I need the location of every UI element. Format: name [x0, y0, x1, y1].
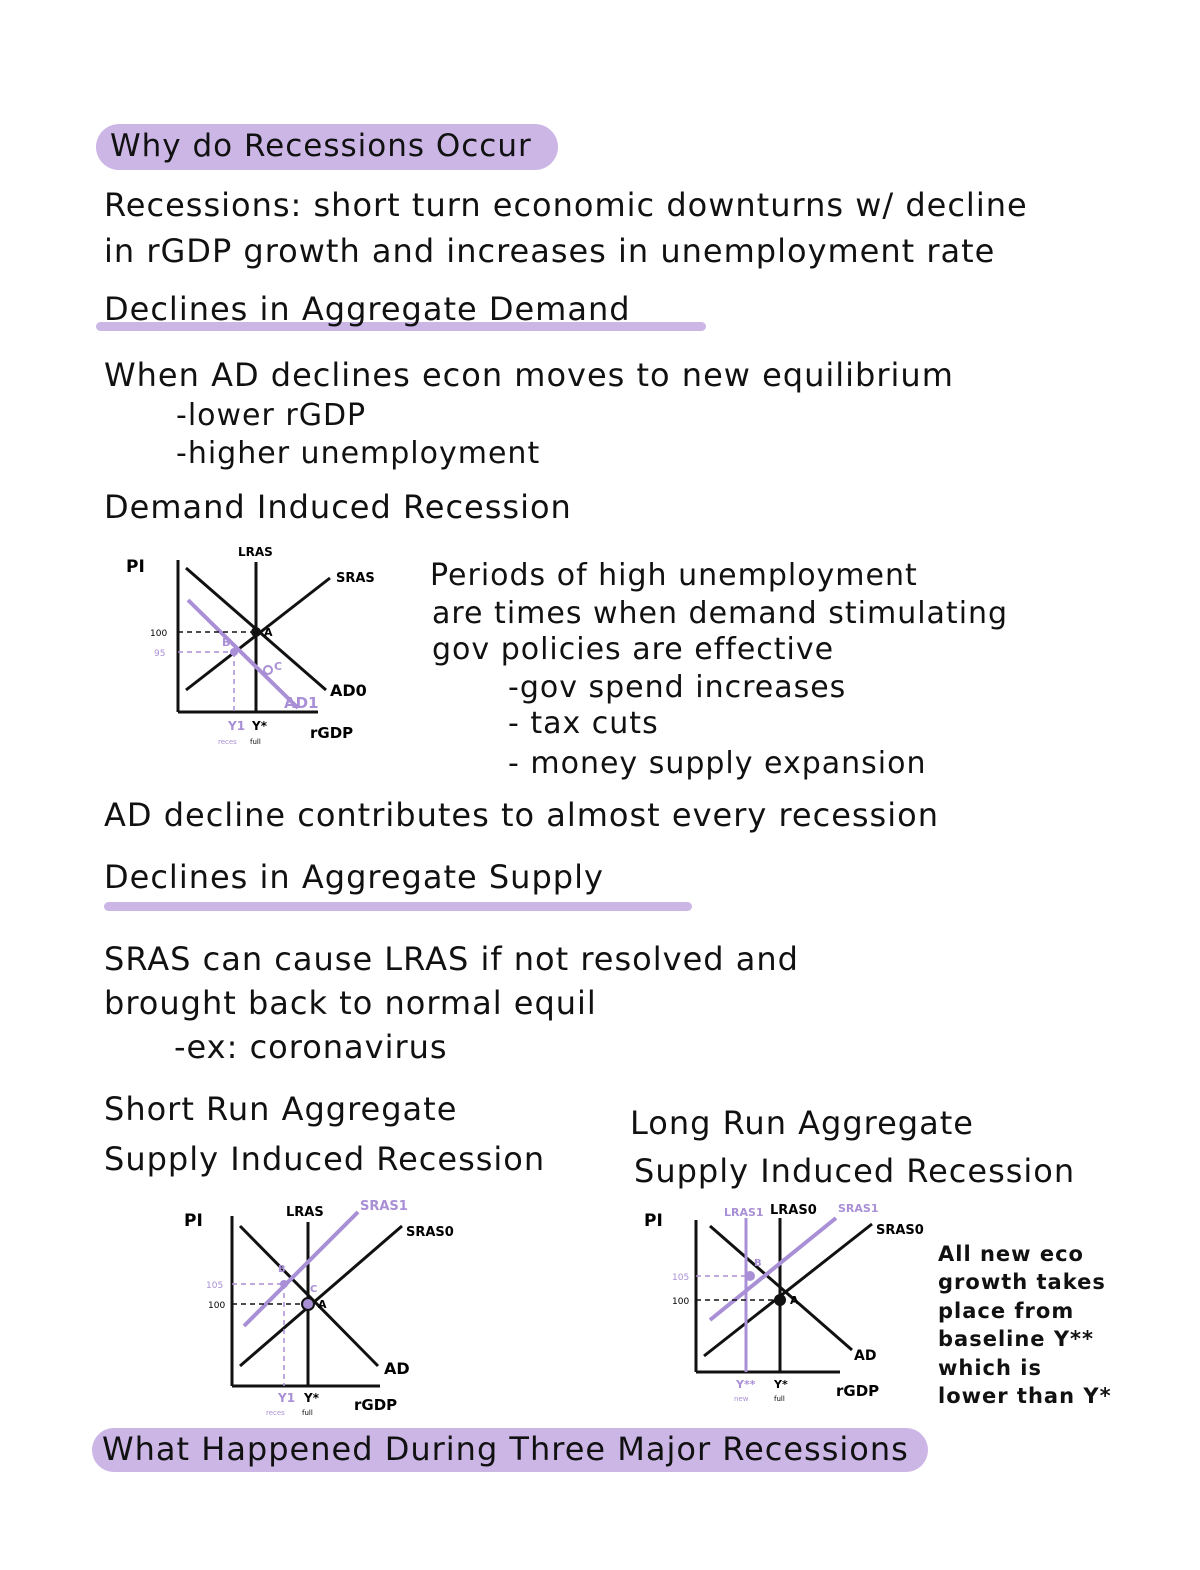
sras-x-label: rGDP — [354, 1396, 398, 1414]
ad-point-b-label: B — [222, 636, 231, 649]
sras-recession-graph — [180, 1196, 480, 1421]
ad-note-bullet-3: - money supply expansion — [508, 746, 927, 781]
sras-lras-label: LRAS — [286, 1205, 324, 1220]
ad-x-label: rGDP — [310, 724, 354, 742]
ad-conclusion: AD decline contributes to almost every recession — [104, 796, 939, 834]
ad-sras-label: SRAS — [336, 571, 375, 586]
ad-note-bullet-2: - tax cuts — [508, 706, 659, 741]
point-c-dot — [264, 666, 272, 674]
sras0-label: SRAS0 — [406, 1225, 454, 1240]
footer-heading-partial: What Happened During Three Major Recessions — [102, 1430, 909, 1468]
point-a-dot — [302, 1298, 314, 1310]
lras-price-low: 100 — [672, 1297, 690, 1307]
ad-yfull-label: Y* — [252, 719, 267, 733]
sras-price-high: 105 — [206, 1281, 224, 1291]
sras-point-a-label: A — [318, 1298, 327, 1311]
lras-note-line-6: lower than Y* — [938, 1384, 1112, 1408]
ad-note-line-3: gov policies are effective — [432, 632, 835, 667]
sras1-line — [244, 1212, 358, 1326]
lras-point-a-label: A — [790, 1294, 799, 1307]
sras-point-c-label: C — [310, 1284, 318, 1295]
lras-y1-sub: new — [734, 1395, 749, 1403]
lras-ad-label: AD — [854, 1348, 877, 1364]
page-title: Why do Recessions Occur — [110, 128, 532, 164]
sras-y1-sub: reces — [266, 1409, 285, 1417]
lras-note-line-1: All new eco — [938, 1242, 1084, 1266]
point-b-dot — [230, 648, 238, 656]
as-example: -ex: coronavirus — [174, 1028, 448, 1066]
sras1-label: SRAS1 — [360, 1199, 408, 1214]
lras-recession-graph — [640, 1196, 940, 1411]
ad-point-c-label: C — [274, 660, 283, 673]
ad-price-high: 100 — [150, 629, 168, 639]
lras-note-line-4: baseline Y** — [938, 1327, 1095, 1351]
ad-recession-graph — [118, 540, 408, 755]
lras-title-line-1: Long Run Aggregate — [630, 1104, 974, 1142]
sras-yfull-sub: full — [302, 1409, 313, 1417]
lras-yfull-sub: full — [774, 1395, 785, 1403]
as-line-2: brought back to normal equil — [104, 984, 597, 1022]
lras-point-b-label: B — [754, 1258, 762, 1269]
lras-note-line-3: place from — [938, 1299, 1075, 1323]
definition-line-1: Recessions: short turn economic downturns w/ decline — [104, 186, 1028, 224]
definition-line-2: in rGDP growth and increases in unemployment rate — [104, 232, 996, 270]
lras-sras0-label: SRAS0 — [876, 1223, 924, 1238]
ad-note-line-2: are times when demand stimulating — [432, 596, 1009, 631]
sras-title-line-1: Short Run Aggregate — [104, 1090, 458, 1128]
sras-point-b-label: B — [278, 1264, 286, 1275]
ad-note-line-1: Periods of high unemployment — [430, 558, 918, 593]
lras-price-high: 105 — [672, 1273, 690, 1283]
lras-y1-label: Y** — [736, 1378, 756, 1391]
point-a-dot — [251, 627, 261, 637]
lras-x-label: rGDP — [836, 1382, 880, 1400]
lras0-label: LRAS0 — [770, 1203, 817, 1218]
lras-title-line-2: Supply Induced Recession — [634, 1152, 1076, 1190]
ad-yfull-sub: full — [250, 738, 261, 746]
ad-note-bullet-1: -gov spend increases — [508, 670, 847, 705]
as-heading-underline — [104, 902, 692, 911]
ad1-label: AD1 — [284, 694, 319, 712]
ad-bullet-1: -lower rGDP — [176, 398, 367, 433]
ad-y1-sub: reces — [218, 738, 237, 746]
sras-title-line-2: Supply Induced Recession — [104, 1140, 546, 1178]
sras-y-label: PI — [184, 1211, 203, 1231]
ad-intro: When AD declines econ moves to new equilibrium — [104, 356, 954, 394]
lras-yfull-label: Y* — [774, 1378, 788, 1391]
sras-ad-label: AD — [384, 1359, 410, 1378]
lras-note-line-2: growth takes — [938, 1270, 1106, 1294]
ad-point-a-label: A — [264, 626, 273, 639]
ad0-label: AD0 — [330, 681, 367, 700]
ad-y1-label: Y1 — [228, 719, 246, 733]
lras1-label: LRAS1 — [724, 1206, 764, 1219]
lras-note-line-5: which is — [938, 1356, 1042, 1380]
point-b-dot — [280, 1280, 288, 1288]
footer-clip — [92, 1428, 932, 1468]
as-line-1: SRAS can cause LRAS if not resolved and — [104, 940, 799, 978]
sras-price-low: 100 — [208, 1301, 226, 1311]
ad-bullet-2: -higher unemployment — [176, 436, 541, 471]
point-b-dot — [745, 1271, 755, 1281]
ad-lras-label: LRAS — [238, 545, 273, 559]
lras-y-label: PI — [644, 1211, 663, 1231]
sras-yfull-label: Y* — [304, 1391, 319, 1405]
ad-price-low: 95 — [154, 649, 166, 659]
ad-heading: Declines in Aggregate Demand — [104, 290, 631, 328]
ad-y-label: PI — [126, 557, 145, 577]
point-a-dot — [774, 1294, 786, 1306]
as-heading: Declines in Aggregate Supply — [104, 858, 604, 896]
ad-subheading: Demand Induced Recession — [104, 488, 572, 526]
sras-y1-label: Y1 — [278, 1391, 296, 1405]
lras-sras1-label: SRAS1 — [838, 1202, 879, 1215]
